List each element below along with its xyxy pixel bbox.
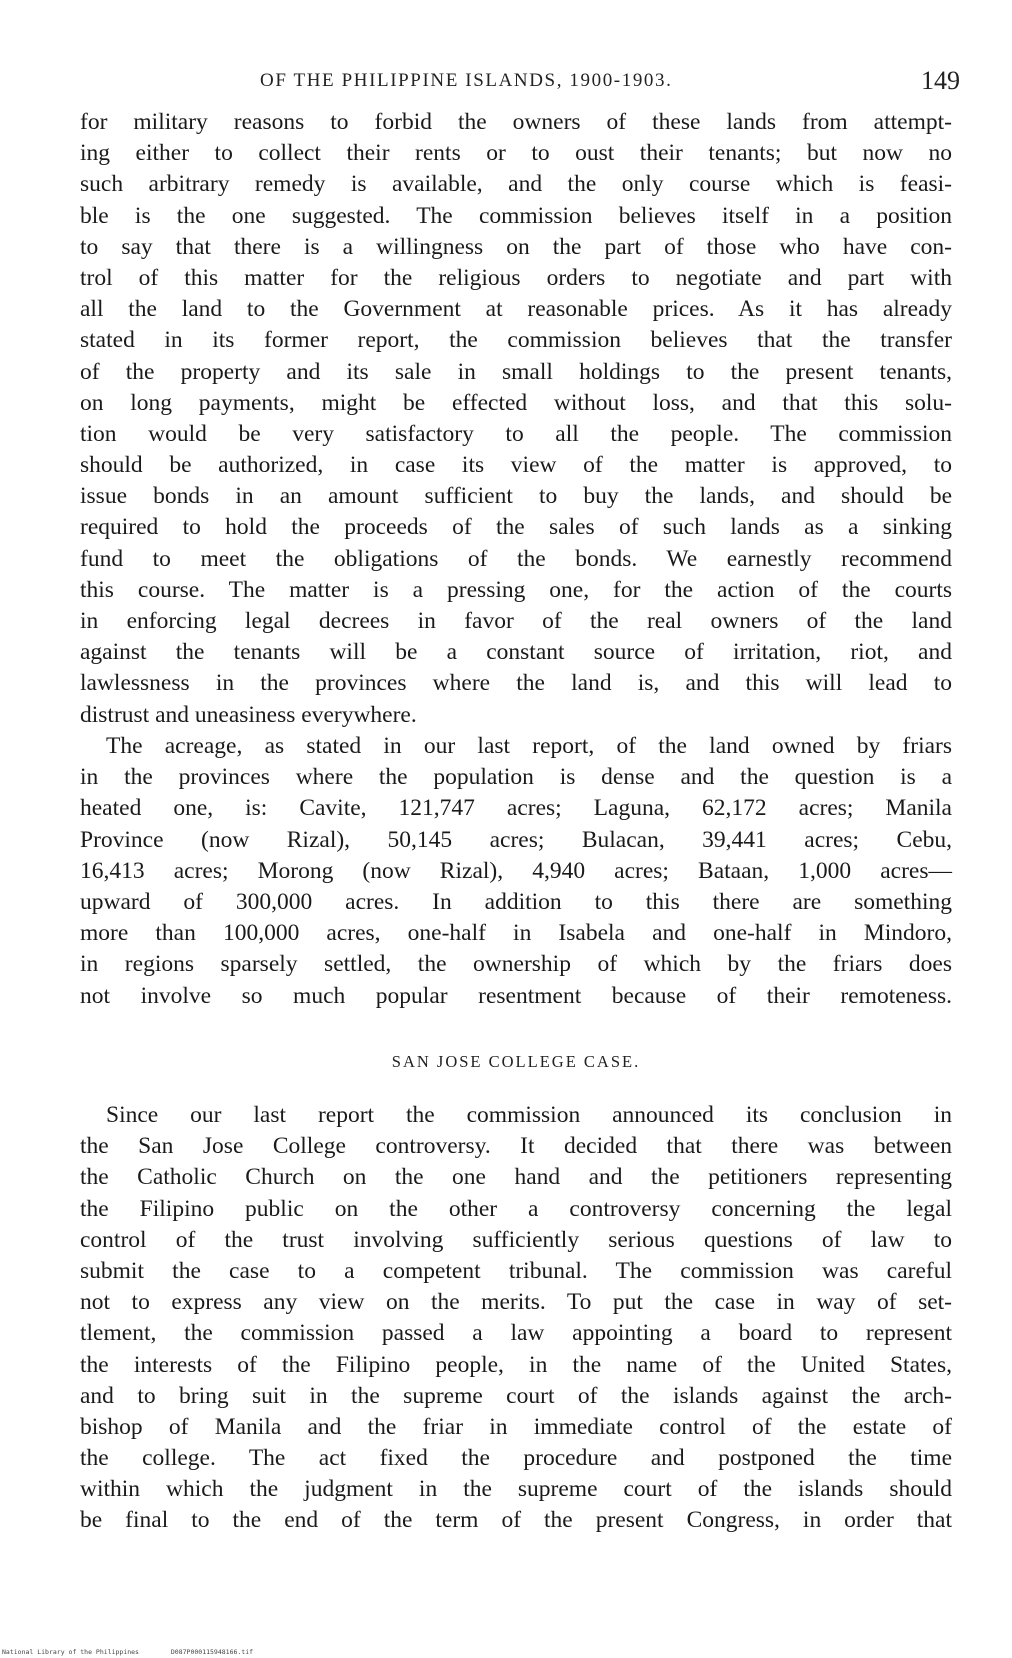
text-line: bishop of Manila and the friar in immediate control of the estate of [80, 1413, 952, 1440]
text-line: submit the case to a competent tribunal. The commission was careful [80, 1257, 952, 1284]
text-line: in enforcing legal decrees in favor of the real owners of the land [80, 608, 952, 634]
text-line: tlement, the commission passed a law appointing a board to represent [80, 1320, 952, 1347]
text-line: Province (now Rizal), 50,145 acres; Bulacan, 39,441 acres; Cebu, [80, 826, 952, 853]
text-line: the college. The act fixed the procedure and postponed the time [80, 1445, 952, 1472]
text-line: to say that there is a willingness on the part of those who have con- [80, 233, 952, 260]
text-line: trol of this matter for the religious orders to negotiate and part with [80, 264, 952, 291]
text-line: ing either to collect their rents or to oust their tenants; but now no [80, 140, 952, 167]
text-line: in the provinces where the population is dense and the question is a [80, 764, 952, 791]
text-line: of the property and its sale in small holdings to the present tenants, [80, 358, 952, 385]
text-line: the Catholic Church on the one hand and the petitioners representing [80, 1164, 952, 1191]
text-line: the San Jose College controversy. It decided that there was between [80, 1133, 952, 1160]
text-line: fund to meet the obligations of the bonds. We earnestly recommend [80, 545, 952, 572]
text-line: more than 100,000 acres, one-half in Isabela and one-half in Mindoro, [80, 920, 952, 947]
section-heading: SAN JOSE COLLEGE CASE. [391, 1052, 641, 1071]
text-line: this course. The matter is a pressing one, for the action of the courts [80, 576, 952, 603]
text-line: all the land to the Government at reasonable prices. As it has already [80, 296, 952, 323]
text-line: issue bonds in an amount sufficient to buy the lands, and should be [80, 483, 952, 510]
text-line: ble is the one suggested. The commission believes itself in a position [80, 202, 952, 229]
text-line: not to express any view on the merits. To put the case in way of set- [80, 1289, 952, 1316]
text-line: stated in its former report, the commission believes that the transfer [80, 327, 952, 354]
scan-credit [2, 1648, 281, 1656]
file-id: D087P000115948166.tif [170, 1648, 254, 1656]
text-line: tion would be very satisfactory to all the people. The commission [80, 420, 952, 447]
library-credit: National Library of the Philippines [2, 1648, 139, 1656]
text-line: on long payments, might be effected without loss, and that this solu- [80, 389, 952, 416]
text-line: be final to the end of the term of the present Congress, in order that [80, 1507, 952, 1534]
text-line: within which the judgment in the supreme court of the islands should [80, 1476, 952, 1503]
text-line: the interests of the Filipino people, in the name of the United States, [80, 1351, 952, 1378]
text-line: 16,413 acres; Morong (now Rizal), 4,940 acres; Bataan, 1,000 acres— [80, 857, 952, 884]
text-line: the Filipino public on the other a controversy concerning the legal [80, 1195, 952, 1222]
paragraph-san-jose-college [80, 1100, 952, 1537]
text-line: against the tenants will be a constant source of irritation, riot, and [80, 639, 952, 666]
text-line: The acreage, as stated in our last report, of the land owned by friars [106, 733, 952, 759]
text-line: Since our last report the commission announced its conclusion in [106, 1102, 952, 1128]
text-line: lawlessness in the provinces where the land is, and this will lead to [80, 670, 952, 697]
text-line: required to hold the proceeds of the sales of such lands as a sinking [80, 514, 952, 541]
text-line: for military reasons to forbid the owners of these lands from attempt- [80, 109, 952, 135]
text-line: heated one, is: Cavite, 121,747 acres; Laguna, 62,172 acres; Manila [80, 795, 952, 822]
text-line: such arbitrary remedy is available, and the only course which is feasi- [80, 171, 952, 198]
text-line: distrust and uneasiness everywhere. [80, 701, 417, 728]
text-line: upward of 300,000 acres. In addition to this there are something [80, 888, 952, 915]
text-line: in regions sparsely settled, the ownership of which by the friars does [80, 951, 952, 978]
paragraph-friar-lands-remedy [80, 107, 952, 731]
page-number: 149 [921, 66, 960, 95]
text-line: should be authorized, in case its view of the matter is approved, to [80, 452, 952, 479]
text-line: control of the trust involving sufficiently serious questions of law to [80, 1226, 952, 1253]
text-line: not involve so much popular resentment because of their remoteness. [80, 982, 952, 1009]
text-line: and to bring suit in the supreme court of the islands against the arch- [80, 1382, 952, 1409]
paragraph-acreage [80, 731, 952, 1012]
running-title: OF THE PHILIPPINE ISLANDS, 1900-1903. [260, 70, 673, 91]
running-head [80, 66, 960, 98]
